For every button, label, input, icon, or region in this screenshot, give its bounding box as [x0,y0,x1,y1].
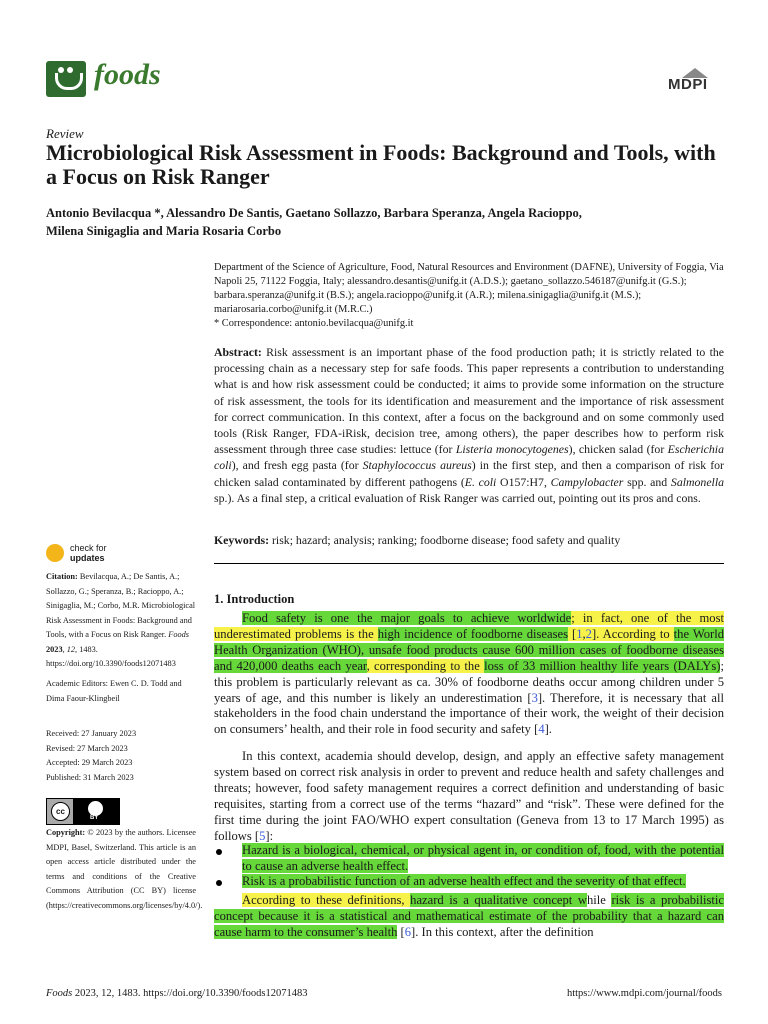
correspondence: * Correspondence: antonio.bevilacqua@unifg.it [214,318,414,329]
citation: Citation: Bevilacqua, A.; De Santis, A.; Sollazzo, G.; Speranza, B.; Racioppo, A.; Sinigaglia, M.; Corbo, M.R. Microbiological Risk Assessment in Foods: Background and Tools, with a Focus on Risk Ranger. Foods 2023, 12, 1483. https://doi.org/10.3390/foods12071483 [46,572,196,668]
list-item: Hazard is a biological, chemical, or physical agent in, or condition of, food, with the potential to cause an adverse health effect. [214,843,724,875]
article-title: Microbiological Risk Assessment in Foods: Background and Tools, with a Focus on Risk Ranger [46,140,716,189]
footer-citation: Foods 2023, 12, 1483. https://doi.org/10.3390/foods12071483 [46,988,308,999]
check-updates-icon [46,544,64,562]
cc-by-license-icon[interactable]: cc BY [46,798,120,825]
paragraph-3: According to these definitions, hazard is a qualitative concept while risk is a probabilistic concept because it is a statistical and mathematical estimate of the probability that a hazard can cause harm to the consumer’s health [6]. In this context, after the definition [214,893,724,939]
bullet-icon [216,880,222,886]
footer-journal-url[interactable]: https://www.mdpi.com/journal/foods [566,988,722,999]
authors: Antonio Bevilacqua *, Alessandro De Santis, Gaetano Sollazzo, Barbara Speranza, Angela Racioppo, Milena Sinigaglia and Maria Rosaria Corbo [46,206,582,238]
check-for-updates-badge[interactable]: check for updates [46,544,146,566]
paragraph-2: In this context, academia should develop, design, and apply an effective safety management system based on correct risk analysis in order to prevent and reduce health and safety challenges and threats; however, food safety management requires a correct definition and understanding of basic requisites, starting from a correct use of the terms “hazard” and “risk”. These were defined for the first time during the joint FAO/WHO expert consultation (Geneva from 13 to 17 March 1995) as follows [5]: [214,749,724,843]
divider [214,563,724,564]
list-item: Risk is a probabilistic function of an adverse health effect and the severity of that effect. [214,874,724,890]
abstract: Abstract: Risk assessment is an important phase of the food production path; it is strictly related to the processing chain as a necessary step for safe foods. This paper represents a contribution to understanding what is and how risk assessment could be conducted; it aims to provide some information on the structure of risk assessment, the tools for its identification and measurement and the importance of risk assessment for correct communication. In this context, after a focus on the background and on some commonly used tools (Risk Ranger, FDA-iRisk, decision tree, among others), the paper describes how to perform risk assessment through three case studies: lettuce (for Listeria monocytogenes), chicken salad (for Escherichia coli), and fresh egg pasta (for Staphylococcus aureus) in the first step, and then a comparison of risk for chicken salad contaminated by different pathogens (E. coli O157:H7, Campylobacter spp. and Salmonella sp.). As a final step, a critical evaluation of Risk Ranger was carried out, pointing out its pros and cons. [214,345,725,505]
section-heading: 1. Introduction [214,592,295,606]
journal-name: foods [94,58,161,91]
affiliations: Department of the Science of Agriculture, Food, Natural Resources and Environment (DAFNE), University of Foggia, Via Napoli 25, 71122 Foggia, Italy; alessandro.desantis@unifg.it (A.D.S.); gaetano_sollazzo.546187@unifg.it (G.S.); barbara.speranza@unifg.it (B.S.); angela.racioppo@unifg.it (A.R.); milena.sinigaglia@unifg.it (M.S.); mariarosaria.corbo@unifg.it (M.R.C.) * Correspondence: antonio.bevilacqua@unifg.it [214,262,724,329]
copyright: Copyright: © 2023 by the authors. Licensee MDPI, Basel, Switzerland. This article is an open access article distributed under the terms and conditions of the Creative Commons Attribution (CC BY) license (https://creativecommons.org/licenses/by/4.0/). [46,828,203,910]
article-type: Review [46,126,84,141]
paragraph-1: Food safety is one the major goals to achieve worldwide; in fact, one of the most underestimated problems is the high incidence of foodborne diseases [1,2]. According to the World Health Organization (WHO), unsafe food products cause 600 million cases of foodborne diseases and 420,000 deaths each year, corresponding to the loss of 33 million healthy life years (DALYs); this problem is particularly relevant as ca. 30% of foodborne deaths occur among children under 5 years of age, and this number is likely an underestimation [3]. Therefore, it is necessary that all stakeholders in the food chain understand the importance of their work, the weight of their decision on consumers’ health, and their role in food security and safety [4]. [214,611,725,737]
publication-dates: Received: 27 January 2023 Revised: 27 March 2023 Accepted: 29 March 2023 Published: 31 March 2023 [46,729,137,782]
publisher-logo: MDPI [668,68,722,94]
bullet-icon [216,849,222,855]
journal-logo [46,61,86,97]
academic-editors: Academic Editors: Ewen C. D. Todd and Dima Faour-Klingbeil [46,679,182,703]
keywords: Keywords: risk; hazard; analysis; ranking; foodborne disease; food safety and quality [214,533,621,547]
